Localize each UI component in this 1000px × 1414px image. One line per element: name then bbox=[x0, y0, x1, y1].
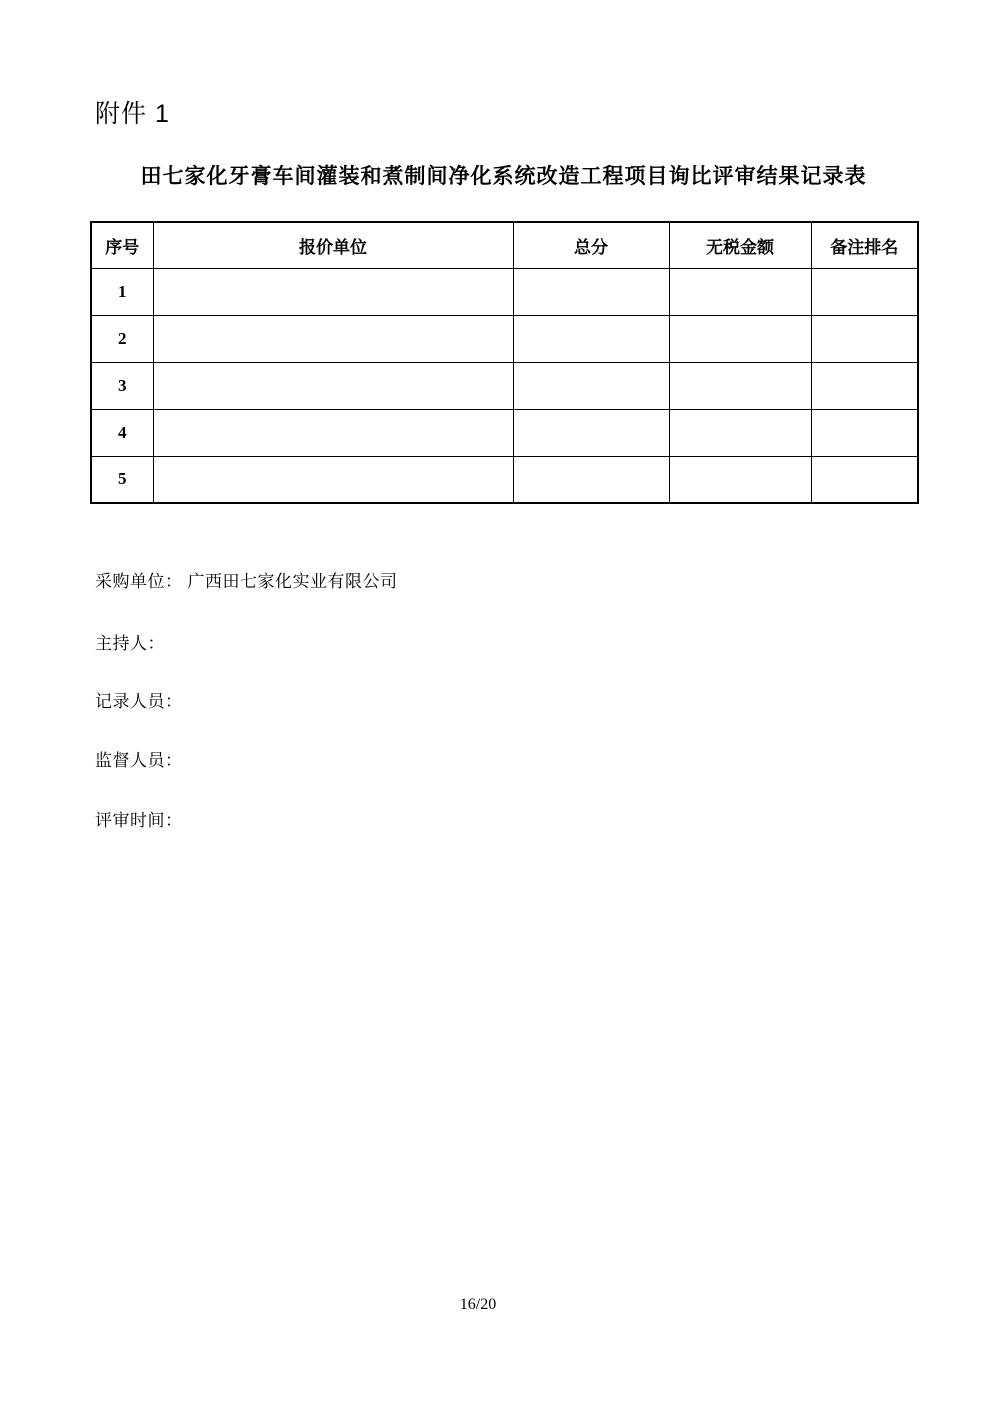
purchaser-value: 广西田七家化实业有限公司 bbox=[187, 572, 398, 591]
rank-cell bbox=[811, 268, 918, 315]
score-cell bbox=[513, 315, 669, 362]
rank-cell bbox=[811, 409, 918, 456]
quote-unit-cell bbox=[153, 362, 513, 409]
table-header-row bbox=[91, 222, 918, 268]
table-row bbox=[91, 456, 918, 503]
header-cell-rank: 备注排名 bbox=[811, 222, 918, 268]
quote-unit-cell bbox=[153, 456, 513, 503]
row-number-cell: 3 bbox=[91, 362, 153, 409]
purchaser-line bbox=[95, 567, 398, 592]
attachment-label: 附件 1 bbox=[95, 100, 170, 128]
rank-cell bbox=[811, 362, 918, 409]
table-row bbox=[91, 362, 918, 409]
rank-cell bbox=[811, 456, 918, 503]
score-cell bbox=[513, 362, 669, 409]
review-time-line: 评审时间： bbox=[95, 811, 183, 830]
row-number-cell: 2 bbox=[91, 315, 153, 362]
evaluation-results-table bbox=[90, 221, 919, 504]
row-number-cell: 5 bbox=[91, 456, 153, 503]
amount-cell bbox=[669, 315, 811, 362]
quote-unit-cell bbox=[153, 315, 513, 362]
row-number-cell: 4 bbox=[91, 409, 153, 456]
quote-unit-cell bbox=[153, 268, 513, 315]
supervisor-line: 监督人员： bbox=[95, 751, 183, 770]
header-cell-amount: 无税金额 bbox=[669, 222, 811, 268]
score-cell bbox=[513, 409, 669, 456]
recorder-line: 记录人员： bbox=[95, 692, 183, 711]
amount-cell bbox=[669, 409, 811, 456]
header-cell-index: 序号 bbox=[91, 222, 153, 268]
row-number-cell: 1 bbox=[91, 268, 153, 315]
host-line: 主持人： bbox=[95, 634, 165, 653]
page-number: 16/20 bbox=[459, 1296, 497, 1313]
rank-cell bbox=[811, 315, 918, 362]
score-cell bbox=[513, 456, 669, 503]
table-row bbox=[91, 315, 918, 362]
document-title: 田七家化牙膏车间灌装和煮制间净化系统改造工程项目询比评审结果记录表 bbox=[140, 164, 867, 188]
purchaser-label: 采购单位： bbox=[95, 572, 183, 591]
quote-unit-cell bbox=[153, 409, 513, 456]
amount-cell bbox=[669, 362, 811, 409]
header-cell-score: 总分 bbox=[513, 222, 669, 268]
table-row bbox=[91, 409, 918, 456]
header-cell-unit: 报价单位 bbox=[153, 222, 513, 268]
amount-cell bbox=[669, 268, 811, 315]
score-cell bbox=[513, 268, 669, 315]
amount-cell bbox=[669, 456, 811, 503]
table-row bbox=[91, 268, 918, 315]
